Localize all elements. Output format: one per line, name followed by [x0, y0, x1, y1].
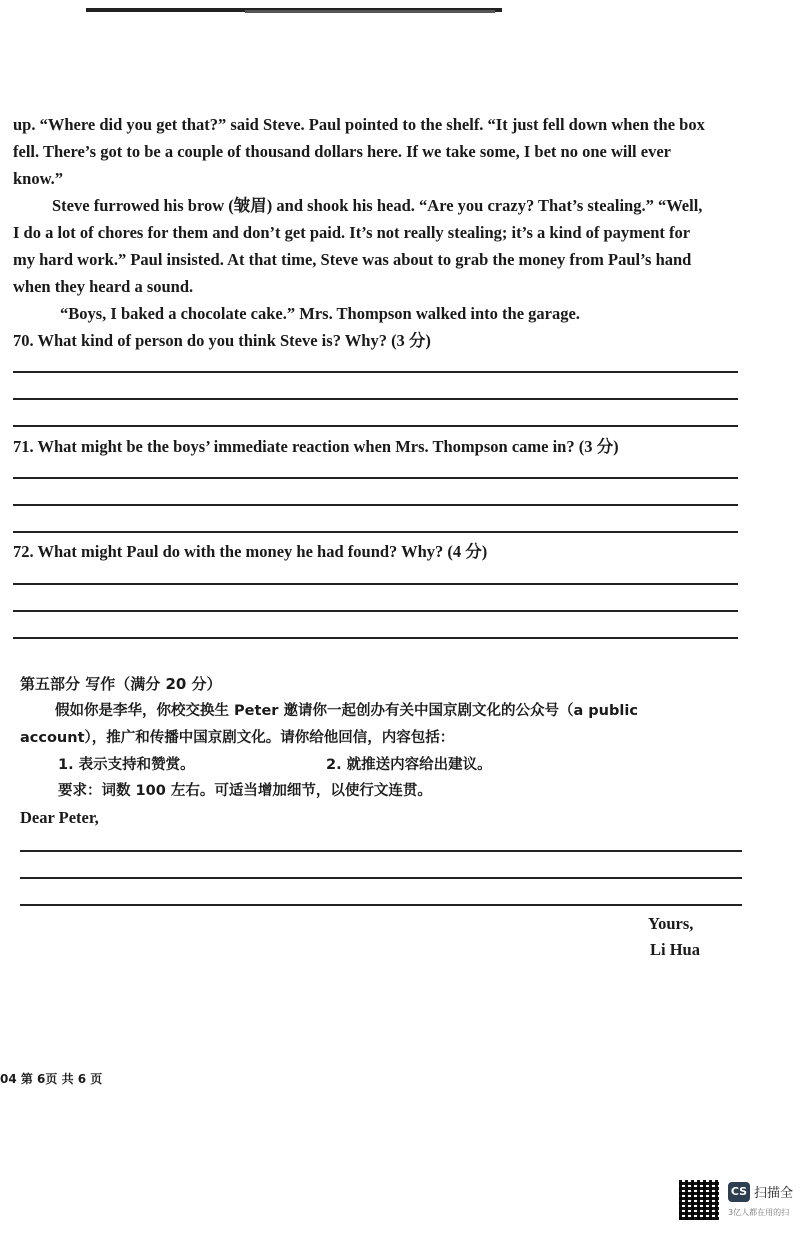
passage-line: Steve furrowed his brow (皱眉) and shook his head. “Are you crazy? That’s stealing.” “Well,: [52, 196, 703, 215]
writing-point-2: 2. 就推送内容给出建议。: [326, 757, 492, 773]
answer-line[interactable]: [13, 504, 738, 506]
question-71: 71. What might be the boys’ immediate reaction when Mrs. Thompson came in? (3 分): [13, 437, 619, 456]
page-footer: 04 第 6页 共 6 页: [0, 1072, 103, 1086]
passage-line: my hard work.” Paul insisted. At that time, Steve was about to grab the money from Paul’s hand: [13, 250, 692, 269]
question-70: 70. What kind of person do you think Steve is? Why? (3 分): [13, 331, 431, 350]
qr-code-icon: [679, 1180, 719, 1220]
writing-prompt: 假如你是李华，你校交换生 Peter 邀请你一起创办有关中国京剧文化的公众号（a public: [55, 703, 638, 719]
passage-line: up. “Where did you get that?” said Steve. Paul pointed to the shelf. “It just fell down when the box: [13, 115, 705, 134]
passage-line: I do a lot of chores for them and don’t get paid. It’s not really stealing; it’s a kind of payment for: [13, 223, 691, 242]
answer-line[interactable]: [13, 398, 738, 400]
question-72: 72. What might Paul do with the money he had found? Why? (4 分): [13, 542, 488, 561]
letter-signature: Li Hua: [650, 940, 700, 959]
letter-closing: Yours,: [648, 914, 694, 933]
scanner-logo-icon: CS: [728, 1182, 750, 1202]
passage-line: fell. There’s got to be a couple of thousand dollars here. If we take some, I bet no one will ever: [13, 142, 671, 161]
passage-line: when they heard a sound.: [13, 277, 194, 296]
writing-prompt: account），推广和传播中国京剧文化。请你给他回信，内容包括：: [20, 730, 455, 746]
answer-line[interactable]: [13, 531, 738, 533]
scanner-tagline: 3亿人都在用的扫: [728, 1208, 790, 1217]
passage-line: “Boys, I baked a chocolate cake.” Mrs. Thompson walked into the garage.: [60, 304, 580, 323]
answer-line[interactable]: [13, 477, 738, 479]
answer-line[interactable]: [13, 583, 738, 585]
letter-greeting: Dear Peter,: [20, 808, 99, 827]
section-title: 第五部分 写作（满分 20 分）: [20, 675, 222, 693]
answer-line[interactable]: [20, 877, 742, 879]
answer-line[interactable]: [20, 850, 742, 852]
answer-line[interactable]: [13, 371, 738, 373]
answer-line[interactable]: [13, 637, 738, 639]
writing-point-1: 1. 表示支持和赞赏。: [58, 757, 195, 773]
answer-line[interactable]: [13, 425, 738, 427]
top-border-shadow: [245, 10, 495, 13]
passage-line: know.”: [13, 169, 63, 188]
scanner-brand: 扫描全: [754, 1186, 794, 1201]
answer-line[interactable]: [13, 610, 738, 612]
answer-line[interactable]: [20, 904, 742, 906]
writing-requirement: 要求：词数 100 左右。可适当增加细节，以使行文连贯。: [58, 783, 432, 799]
